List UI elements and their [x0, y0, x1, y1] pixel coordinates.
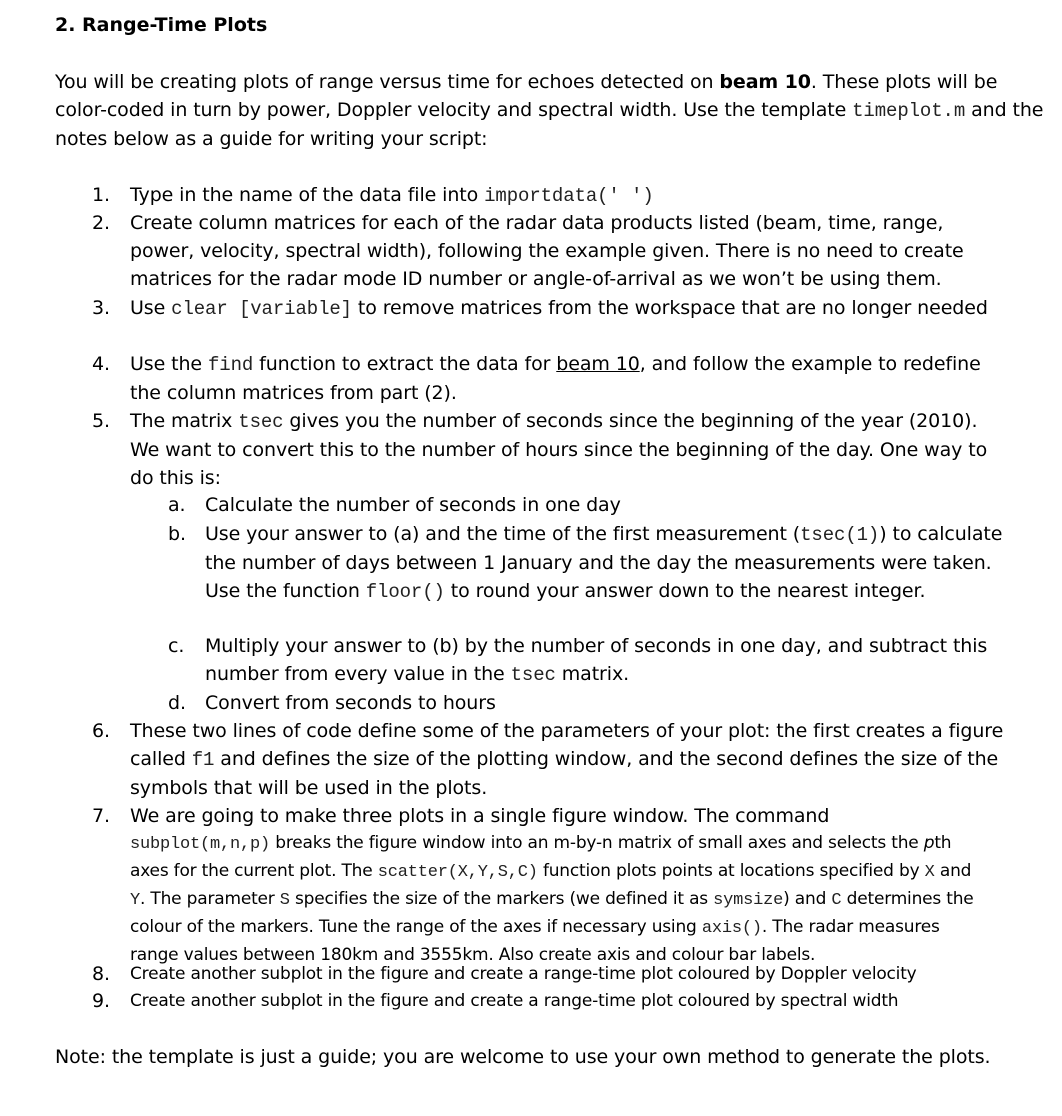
- step-text: Type in the name of the data file into: [130, 184, 485, 206]
- step-5d: Convert from seconds to hours: [205, 692, 496, 714]
- step-text: function plots points at locations specified by: [537, 861, 925, 881]
- step-code: find: [207, 354, 254, 376]
- step-italic: p: [923, 833, 935, 853]
- step-code: tsec(1): [800, 524, 880, 546]
- step-text: specifies the size of the markers (we defined it as: [289, 889, 714, 909]
- step-text: th axes for the current plot. The: [130, 833, 952, 881]
- step-code: Y: [130, 891, 141, 910]
- step-5c: [205, 632, 1005, 689]
- step-7-line1: We are going to make three plots in a single figure window. The command: [130, 805, 830, 827]
- step-text: ) to calculate the number of days between 1 January and the day the measurements were taken. Use the function: [205, 523, 1003, 602]
- step-code: clear [variable]: [171, 298, 352, 320]
- step-8: Create another subplot in the figure and create a range-time plot coloured by Doppler velocity: [130, 964, 917, 984]
- step-3: [130, 294, 1010, 323]
- substep-letter: a.: [168, 494, 186, 516]
- step-1: [130, 181, 1010, 210]
- section-heading: 2. Range-Time Plots: [55, 14, 268, 36]
- step-text: and defines the size of the plotting window, and the second defines the size of the symbols that will be used in the plots.: [130, 748, 999, 799]
- step-5b: [205, 520, 1005, 606]
- substep-letter: c.: [168, 635, 185, 657]
- step-number: 9.: [92, 990, 110, 1012]
- step-code: axis(): [701, 919, 762, 938]
- step-text: ) and: [783, 889, 832, 909]
- step-text: gives you the number of seconds since the beginning of the year (2010). We want to convert this to the number of hours since the beginning of the day. One way to do this is:: [130, 410, 988, 489]
- step-text: Use your answer to (a) and the time of the first measurement (: [205, 523, 801, 545]
- step-number: 8.: [92, 963, 110, 985]
- intro-text: You will be creating plots of range versus time for echoes detected on: [55, 71, 720, 93]
- step-number: 5.: [92, 410, 110, 432]
- step-4: [130, 350, 1010, 407]
- step-text: to remove matrices from the workspace that are no longer needed: [351, 297, 988, 319]
- step-code: C: [831, 891, 842, 910]
- step-number: 4.: [92, 353, 110, 375]
- step-number: 6.: [92, 720, 110, 742]
- step-text: determines the colour of the markers. Tune the range of the axes if necessary using: [130, 889, 974, 937]
- step-code: floor(): [365, 581, 445, 603]
- step-text: , and follow the example to redefine the column matrices from part (2).: [130, 353, 981, 404]
- step-text: These two lines of code define some of the parameters of your plot: the first creates a figure called: [130, 720, 1004, 770]
- step-2: Create column matrices for each of the radar data products listed (beam, time, range, power, velocity, spectral width), following the example given. There is no need to create matrices for the radar mode ID number or angle-of-arrival as we won’t be using them.: [130, 212, 964, 290]
- step-5: [130, 407, 1010, 492]
- step-code: X: [924, 863, 935, 882]
- step-text: Use the: [130, 353, 208, 375]
- intro-text: and the notes below as a guide for writing your script:: [55, 99, 1044, 150]
- step-code: symsize: [713, 891, 784, 910]
- intro-text: . These plots will be color-coded in turn by power, Doppler velocity and spectral width. Use the template: [55, 71, 998, 121]
- step-underline: beam 10: [556, 353, 640, 375]
- step-code: tsec: [510, 664, 556, 686]
- intro-code-template: timeplot.m: [852, 100, 966, 122]
- step-text: breaks the figure window into an m-by-n matrix of small axes and selects the: [270, 833, 924, 853]
- step-text: and: [934, 861, 972, 881]
- step-text: to round your answer down to the nearest integer.: [444, 580, 926, 602]
- step-code: subplot(m,n,p): [130, 835, 271, 854]
- step-code: f1: [191, 749, 215, 771]
- step-text: Use: [130, 297, 172, 319]
- step-text: The matrix: [130, 410, 239, 432]
- step-number: 1.: [92, 184, 110, 206]
- step-number: 2.: [92, 212, 110, 234]
- substep-letter: d.: [168, 692, 186, 714]
- step-5a: Calculate the number of seconds in one day: [205, 494, 621, 516]
- step-7-body: [130, 830, 990, 968]
- step-code: importdata(' '): [484, 185, 654, 207]
- step-text: Multiply your answer to (b) by the number of seconds in one day, and subtract this number from every value in the: [205, 635, 988, 685]
- step-text: . The radar measures range values between 180km and 3555km. Also create axis and colour bar labels.: [130, 917, 940, 965]
- step-code: S: [279, 891, 290, 910]
- substep-letter: b.: [168, 523, 186, 545]
- step-number: 3.: [92, 297, 110, 319]
- step-9: Create another subplot in the figure and create a range-time plot coloured by spectral width: [130, 991, 899, 1011]
- step-6: [130, 717, 1010, 802]
- step-code: scatter(X,Y,S,C): [377, 863, 538, 882]
- step-code: tsec: [238, 411, 284, 433]
- step-text: . The parameter: [140, 889, 280, 909]
- intro-paragraph: [55, 68, 1045, 153]
- note-paragraph: Note: the template is just a guide; you are welcome to use your own method to generate the plots.: [55, 1046, 991, 1068]
- step-number: 7.: [92, 805, 110, 827]
- intro-bold-beam: beam 10: [719, 71, 811, 93]
- step-text: matrix.: [555, 663, 630, 685]
- step-text: function to extract the data for: [253, 353, 557, 375]
